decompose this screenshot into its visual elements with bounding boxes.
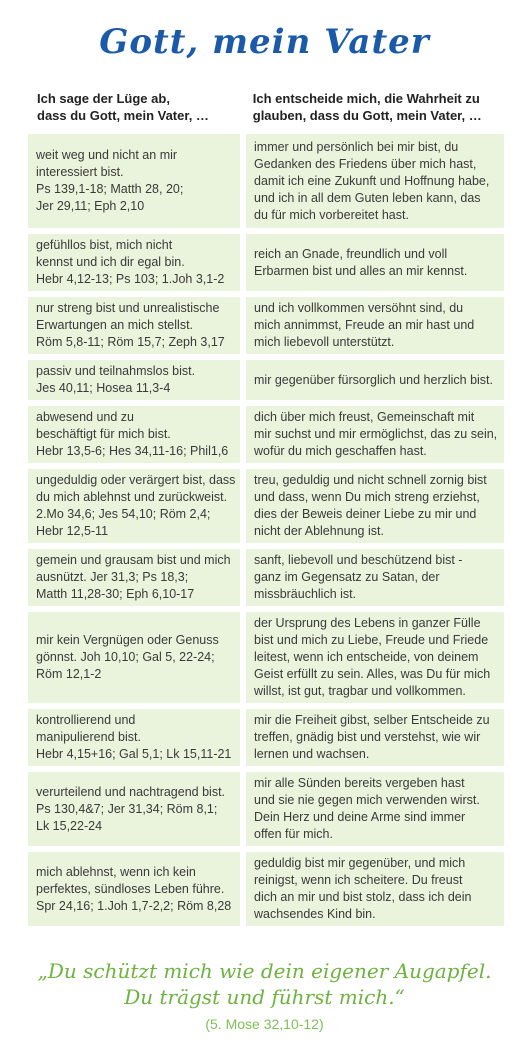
lie-line: Röm 5,8-11; Röm 15,7; Zeph 3,17 [36,335,225,349]
truth-line: mir alle Sünden bereits vergeben hast [254,776,465,790]
truth-cell [246,709,504,766]
truth-cell [246,234,504,291]
lie-line: kontrollierend und [36,713,136,727]
table-row [28,297,504,354]
table-row [28,360,504,400]
lie-line: manipulierend bist. [36,730,141,744]
lie-line: ausnützt. Jer 31,3; Ps 18,3; [36,570,189,584]
table-row [28,134,504,228]
lie-cell [28,709,240,766]
truth-cell [246,612,504,703]
table-header [28,90,504,128]
truth-line: treffen, gnädig bist und verstehst, wie wir [254,730,481,744]
lie-line: mir kein Vergnügen oder Genuss [36,633,219,647]
truth-line: bist und mich zu Liebe, Freude und Friede [254,633,489,647]
lie-line: perfektes, sündloses Leben führe. [36,881,225,896]
lie-line: abwesend und zu [36,410,134,424]
lie-line: Jer 29,11; Eph 2,10 [36,199,145,213]
truth-table [28,90,504,926]
table-row [28,772,504,846]
truth-line: ganz im Gegensatz zu Satan, der [254,570,440,584]
header-truth [239,90,504,128]
lie-cell [28,134,240,228]
bible-quote [0,958,529,1010]
lie-line: interessiert bist. [36,165,124,179]
truth-line: Geist erfüllt zu sein. Alles, was Du für mich [254,667,491,681]
truth-cell [246,406,504,463]
lie-cell [28,612,240,703]
truth-line: mir gegenüber fürsorglich und herzlich bist. [254,372,494,387]
lie-line: gefühllos bist, mich nicht [36,238,173,252]
truth-cell [246,297,504,354]
truth-line: treu, geduldig und nicht schnell zornig bist [254,473,487,487]
quote-line: „Du schützt mich wie dein eigener Augapfel. [37,959,492,983]
lie-line: verurteilend und nachtragend bist. [36,784,226,799]
lie-line: weit weg und nicht an mir [36,148,178,162]
truth-line: willst, ist gut, tragbar und vollkommen. [254,684,466,698]
lie-cell [28,852,240,926]
lie-cell [28,297,240,354]
truth-line: dich an mir und bist stolz, dass ich dein [254,890,472,904]
lie-cell [28,549,240,606]
lie-line: gemein und grausam bist und mich [36,553,231,567]
lie-cell [28,469,240,543]
lie-line: ungeduldig oder verärgert bist, dass [36,473,236,487]
truth-cell [246,360,504,400]
lie-line: kennst und ich dir egal bin. [36,255,185,269]
truth-line: geduldig bist mir gegenüber, und mich [254,856,466,870]
truth-line: wachsendes Kind bin. [254,907,376,921]
truth-line: damit ich eine Zukunft und Hoffnung habe, [254,173,490,188]
header-truth-line: glauben, dass du Gott, mein Vater, … [252,108,482,123]
lie-cell [28,234,240,291]
lie-line: Jes 40,11; Hosea 11,3-4 [36,381,171,395]
lie-cell [28,360,240,400]
truth-line: und sie nie gegen mich verwenden wirst. [254,793,480,807]
truth-line: mich liebevoll unterstützt. [254,335,395,349]
header-lie-line: Ich sage der Lüge ab, [37,91,170,106]
quote-source: (5. Mose 32,10-12) [205,1016,324,1032]
table-body [28,134,504,926]
lie-cell [28,772,240,846]
lie-line: beschäftigt für mich bist. [36,427,171,441]
lie-cell [28,406,240,463]
truth-line: dich über mich freust, Gemeinschaft mit [254,410,475,424]
table-row [28,549,504,606]
lie-line: gönnst. Joh 10,10; Gal 5, 22-24; [36,650,215,664]
lie-line: Spr 24,16; 1.Joh 1,7-2,2; Röm 8,28 [36,898,232,913]
lie-line: passiv und teilnahmslos bist. [36,364,196,378]
truth-line: leitest, wenn ich entscheide, von deinem [254,650,479,664]
lie-line: Hebr 13,5-6; Hes 34,11-16; Phil1,6 [36,444,229,458]
truth-line: lernen und wachsen. [254,747,370,761]
lie-line: Lk 15,22-24 [36,818,103,833]
lie-line: Ps 139,1-18; Matth 28, 20; [36,182,184,196]
lie-line: Ps 130,4&7; Jer 31,34; Röm 8,1; [36,801,218,816]
lie-line: Hebr 4,15+16; Gal 5,1; Lk 15,11-21 [36,747,232,761]
lie-line: 2.Mo 34,6; Jes 54,10; Röm 2,4; [36,507,211,521]
table-row [28,406,504,463]
lie-line: mich ablehnst, wenn ich kein [36,864,196,879]
table-row [28,709,504,766]
truth-line: dies der Beweis deiner Liebe zu mir und [254,507,477,521]
lie-line: Erwartungen an mich stellst. [36,318,194,332]
truth-line: Dein Herz und deine Arme sind immer [254,810,466,824]
quote-line: Du trägst und führst mich.“ [124,985,405,1009]
page-title: Gott, mein Vater [99,22,430,62]
table-row [28,612,504,703]
truth-line: wofür du mich geschaffen hast. [254,444,427,458]
truth-line: der Ursprung des Lebens in ganzer Fülle [254,616,481,630]
lie-line: Röm 12,1-2 [36,667,102,681]
truth-cell [246,772,504,846]
truth-line: mir die Freiheit gibst, selber Entscheide zu [254,713,490,727]
truth-line: und ich vollkommen versöhnt sind, du [254,301,464,315]
lie-line: Hebr 4,12-13; Ps 103; 1.Joh 3,1-2 [36,272,225,286]
truth-line: mich annimmst, Freude an mir hast und [254,318,475,332]
truth-line: und dass, wenn Du mich streng erziehst, [254,490,480,504]
table-row [28,469,504,543]
truth-line: mir suchst und mir ermöglichst, das zu sein, [254,427,498,441]
truth-cell [246,469,504,543]
table-row [28,234,504,291]
truth-cell [246,852,504,926]
truth-line: reinigst, wenn ich scheitere. Du freust [254,873,463,887]
lie-line: Matth 11,28-30; Eph 6,10-17 [36,587,195,601]
truth-line: sanft, liebevoll und beschützend bist - [254,553,463,567]
header-lie-line: dass du Gott, mein Vater, … [37,108,209,123]
truth-line: offen für mich. [254,827,333,841]
truth-line: du für mich vorbereitet hast. [254,207,409,222]
truth-line: missbräuchlich ist. [254,587,357,601]
truth-line: reich an Gnade, freundlich und voll [254,246,448,261]
truth-cell [246,549,504,606]
truth-line: immer und persönlich bei mir bist, du [254,139,459,154]
table-row [28,852,504,926]
truth-line: Erbarmen bist und alles an mir kennst. [254,263,468,278]
truth-line: Gedanken des Friedens über mich hast, [254,156,477,171]
truth-cell [246,134,504,228]
truth-line: nicht der Ablehnung ist. [254,524,384,538]
lie-line: Hebr 12,5-11 [36,524,109,538]
lie-line: nur streng bist und unrealistische [36,301,220,315]
header-truth-line: Ich entscheide mich, die Wahrheit zu [252,91,480,106]
lie-line: du mich ablehnst und zurückweist. [36,490,228,504]
header-lie [28,90,239,128]
truth-line: und ich in all dem Guten leben kann, das [254,190,481,205]
